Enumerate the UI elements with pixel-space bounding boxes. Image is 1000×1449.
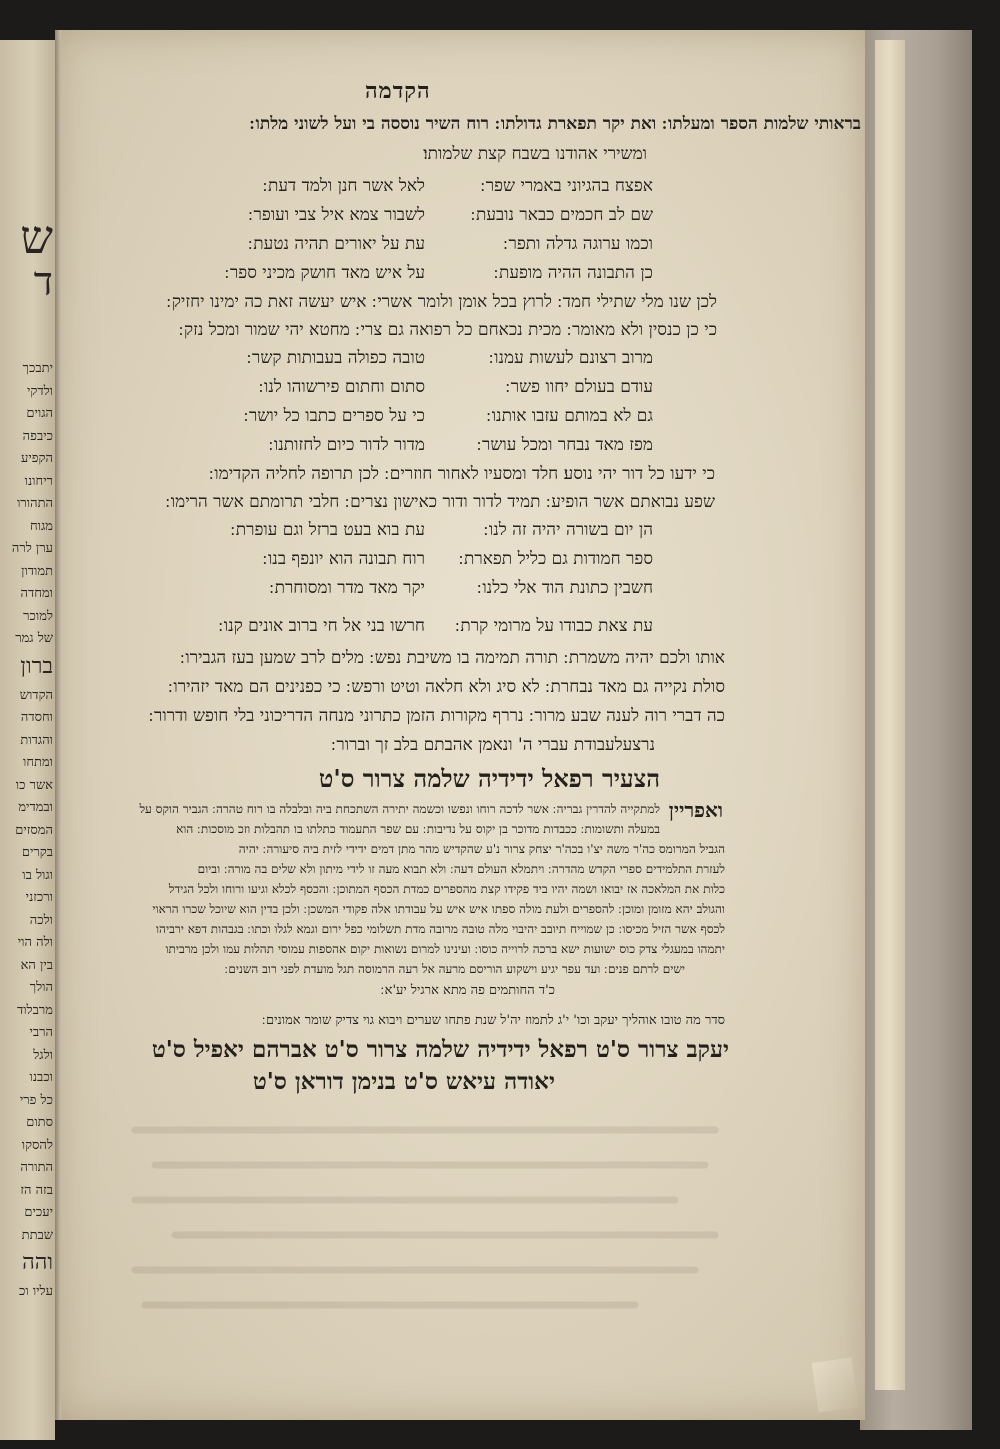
poem-right: מרוב רצונם לעשות עמנו ׃ <box>488 348 653 368</box>
approbation-line: לעזרת התלמידים ספרי הקדש מהדרה ׃ ויתמלא העולם דעה ׃ ולא תבוא מעה זו לידי מיתון ולא שלים בה מורה ׃ וביום <box>197 862 725 876</box>
facing-page-text-fragment: ערן לרה <box>11 541 53 556</box>
signatories-line: יאודה עיאש ס'ט בנימן דוראן ס'ט <box>252 1068 555 1095</box>
facing-page-text-fragment: וכבנו <box>29 1070 53 1085</box>
middle-line: כי ידעו כל דור יהי נוסע׃ חלד ומסעיו לאחור חוזרים ׃ לכן תרופה לחליה הקדימו ׃ <box>208 464 715 484</box>
poem-left: לשבור צמא איל צבי ועופר ׃ <box>248 205 425 225</box>
poem-left: עת בוא בעט ברזל וגם עופרת ׃ <box>230 520 425 540</box>
page-title: הקדמה <box>365 78 431 104</box>
poem-right: וכמו ערוגה גדלה ותפר ׃ <box>503 234 653 254</box>
poem-left: מדור לדור כיום לחזותנו ׃ <box>268 435 425 455</box>
poem-right: מפז מאד נבחר ומכל עושר ׃ <box>476 435 653 455</box>
facing-page-text-fragment: בזה הז <box>20 1182 53 1198</box>
middle-line: כי כן כנסין ולא מאומר ׃ מכית נכאחם כל רפואה גם צרי ׃ מחטא יהי שמור ומכל נזק ׃ <box>178 320 717 340</box>
facing-page-text-fragment: ומתחו <box>23 755 53 770</box>
poem-left: טובה כפולה בעבותות קשר ׃ <box>246 348 425 368</box>
poem-right: חשבין כתונת הוד אלי כלנו ׃ <box>476 578 653 598</box>
poem-left: על איש מאד חושק מכיני ספר ׃ <box>224 263 425 283</box>
facing-page-text-fragment: ולדקי <box>26 383 53 399</box>
poem-right: אפצח בהגיוני באמרי שפר ׃ <box>480 176 653 196</box>
poem-right: כן התבונה ההיה מופעת ׃ <box>493 263 653 283</box>
approbation-line: כלות את המלאכה אז יבואו ושמה יהיו ביד פקידו קצת מהספרים כמדת הכסף המתוכן ׃ והכסף לכלא וגיעו ורוחו ולכל הגידל <box>168 882 725 896</box>
facing-page-text-fragment: הרבי <box>29 1025 53 1040</box>
facing-page-text-fragment: סתום <box>26 1115 53 1130</box>
facing-page-text-fragment: התורה <box>20 1160 53 1175</box>
closing-line: אותו ולכם יהיה משמרת ׃ תורה תמימה בו משיבת נפש ׃ מלים לרב שמען בעז הגבירו ׃ <box>179 648 725 668</box>
facing-page-text-fragment: והה <box>22 1250 53 1275</box>
page-gutter-shadow <box>55 30 61 1420</box>
facing-page-text-fragment: מגוח <box>29 518 53 534</box>
approbation-line: והגולב יהא מזומן ומוכן ׃ להספרים ולעת מולה ספתו איש איש על עבודתו אלה פקודי המשכן ׃ ולכן בדין הוא שיוכל שכרו הראוי <box>152 902 725 916</box>
facing-page-text-fragment: ד <box>33 259 53 305</box>
facing-page-text-fragment: ש <box>20 210 53 264</box>
approbation-line: למתקייה להדרין גבריה ׃ אשר לדכה רוחו ונפשו וכשמה יתירה השתכחת ביה ובלבלה בו רוח טהרה ׃ הגביר הוקס על <box>139 802 660 816</box>
facing-page-text-fragment: אשר כו <box>15 777 53 793</box>
facing-page-text-fragment: כיבפה <box>22 428 53 444</box>
facing-page-fragment <box>0 40 55 1440</box>
facing-page-text-fragment: ולה הוי <box>17 935 53 950</box>
poem-right: עת צאת כבודו על מרומי קרת ׃ <box>455 616 653 636</box>
facing-page-text-fragment: בין הא <box>20 957 53 973</box>
facing-page-text-fragment: ורכזני <box>25 890 53 905</box>
middle-line: שפע נבואתם אשר הופיע ׃ תמיד לדור ודור כאישון נצרים ׃ חלבי תרומתם אשר הרימו ׃ <box>165 492 715 512</box>
facing-page-text-fragment: הגוים <box>26 406 53 421</box>
facing-page-text-fragment: למוכר <box>23 608 53 624</box>
facing-page-text-fragment: ולגל <box>33 1047 53 1063</box>
middle-line: לכן שנו מלי שתילי חמד ׃ לרוץ בכל אומן ולומר אשרי ׃ איש יעשה זאת כה ימינו יחזיק ׃ <box>166 292 717 312</box>
opening-line: ומשירי אהודנו בשבח קצת שלמותו׃ <box>423 144 647 164</box>
approbation-line: במעלה ותשומות ׃ ככבדות מדוכר בן יקוס על נדיבות ׃ עם שפר התעמוד כתלתו בו תהבלות וזכ מוסכות ׃ הוא <box>176 822 660 836</box>
approbation-closing: כ'ד החותמים פה מתא ארגיל יע'א ׃ <box>380 983 555 998</box>
facing-page-text-fragment: והגדות <box>20 732 53 748</box>
closing-line: סולת נקייה גם מאד נבחרת ׃ לא סיג ולא חלאה וטיט ורפש ׃ כי כפנינים הם מאד יזהירו ׃ <box>167 677 725 697</box>
poem-right: גם לא במותם עזבו אותנו ׃ <box>486 406 653 426</box>
poem-left: יקר מאד מדר ומסוחרת ׃ <box>269 578 425 598</box>
facing-page-text-fragment: ריחונו <box>24 473 53 489</box>
facing-page-text-fragment: של גמר <box>15 631 53 646</box>
poem-right: הן יום בשורה יהיה זה לנו ׃ <box>483 520 653 540</box>
closing-line: כה דברי רוה לענה שבע מרור ׃ נררף מקורות הזמן כתרוני מנחה הדריכוני בלי חופש ודרור ׃ <box>148 706 725 726</box>
torn-corner <box>812 1357 859 1412</box>
facing-page-text-fragment: ומחדה <box>20 586 53 601</box>
approbation-line: ישים לרתם פנים ׃ ועד עפר יגיע וישקוע הוריסם מרעה אל רעה הרמוסה תגל מועדת לפני רוב השנים ׃ <box>224 962 685 976</box>
facing-page-text-fragment: ברון <box>20 653 53 679</box>
facing-page-text-fragment: להסקו <box>21 1137 53 1153</box>
poem-left: עת על יאורים תהיה נטעת ׃ <box>247 234 425 254</box>
facing-page-text-fragment: וחסדה <box>20 710 53 725</box>
facing-page-text-fragment: עליו וכ <box>19 1284 53 1299</box>
closing-line: נרצעלעבודת עברי ה' ונאמן אהבתם בלב זך וברור ׃ <box>330 735 655 755</box>
facing-page-text-fragment: הולך <box>29 980 53 995</box>
poem-right: עודם בעולם יחוו פשר ׃ <box>505 377 653 397</box>
poem-left: חרשו בני אל חי ברוב אונים קנו ׃ <box>218 616 425 636</box>
facing-page-text-fragment: המסזים <box>15 822 53 838</box>
facing-page-text-fragment: הקפיע <box>20 451 53 466</box>
facing-page-text-fragment: ובמדימ <box>18 800 53 815</box>
page <box>55 30 865 1420</box>
approbation-line: יתמהו במעגלי צדק כוס ישועות ישא ברכה לרוייה כוסו ׃ ועינינו למרום נשואות יקום אהספות עמוסי תהלות עמו ולכן מרביתו <box>165 942 725 956</box>
approbation-line: הגביל המרומס כה'ר משה יצ'ו בכה'ר יצחק צרור נ'ע שהקדיש מהר מתן דמים ידידי לזית ביה סיעורה ׃ יהיה <box>238 842 725 856</box>
bleed-through-marks <box>115 1110 735 1400</box>
facing-page-text-fragment: התהורו <box>17 496 53 511</box>
facing-page-text-fragment: הקדוש <box>19 687 53 703</box>
facing-page-text-fragment: וגול בו <box>22 867 53 883</box>
facing-page-text-fragment: ולכה <box>29 912 53 928</box>
facing-page-text-fragment: בקרים <box>21 845 53 860</box>
facing-page-text-fragment: מרבלוד <box>16 1002 53 1018</box>
facing-page-text-fragment: כל פרי <box>19 1092 53 1108</box>
poem-right: ספר חמודות גם כליל תפארת ׃ <box>458 549 653 569</box>
signatories-line: יעקב צרור ס'ט רפאל ידידיה שלמה צרור ס'ט אברהם יאפיל ס'ט <box>151 1036 729 1063</box>
poem-left: רוח תבונה הוא יונפף בנו ׃ <box>262 549 425 569</box>
poem-left: סתום וחתום פירשוהו לנו ׃ <box>258 377 425 397</box>
facing-page-text-fragment: שבתת <box>21 1227 53 1243</box>
poem-left: כי על ספרים כתבו כל יושר ׃ <box>243 406 425 426</box>
facing-page-text-fragment: יעכים <box>24 1205 53 1220</box>
opening-line: בראותי שלמות הספר ומעלתו ׃ ואת יקר תפארת גדולתו ׃ רוח השיר נוססה בי ועל לשוני מלתו ׃ <box>249 114 861 134</box>
date-line: סדר מה טובו אוהליך יעקב וכו' י'ג לתמוז יה'ל שנת פתחו שערים ויבוא גוי צדיק שומר אמונים ׃ <box>261 1013 725 1028</box>
poem-left: לאל אשר חנן ולמד דעת ׃ <box>262 176 425 196</box>
facing-page-text-fragment: יתבכך <box>22 361 53 376</box>
facing-page-text-fragment: תמודון <box>21 563 53 579</box>
poem-right: שם לב חכמים כבאר נובעת ׃ <box>470 205 653 225</box>
binding-paper-strip <box>875 40 905 1390</box>
signature: הצעיר רפאל ידידיה שלמה צרור ס'ט <box>318 764 660 793</box>
approbation-lead-word: ואפריין <box>668 798 723 822</box>
approbation-line: לכסף אשר הזיל מכיסו ׃ כן שמוייח תיובב יהיבוי מלה טובה מרובה מדת תשלומי כפל ירום וגמא לגלו וכתו ׃ בגבהות דפא ירביהו <box>155 922 725 936</box>
